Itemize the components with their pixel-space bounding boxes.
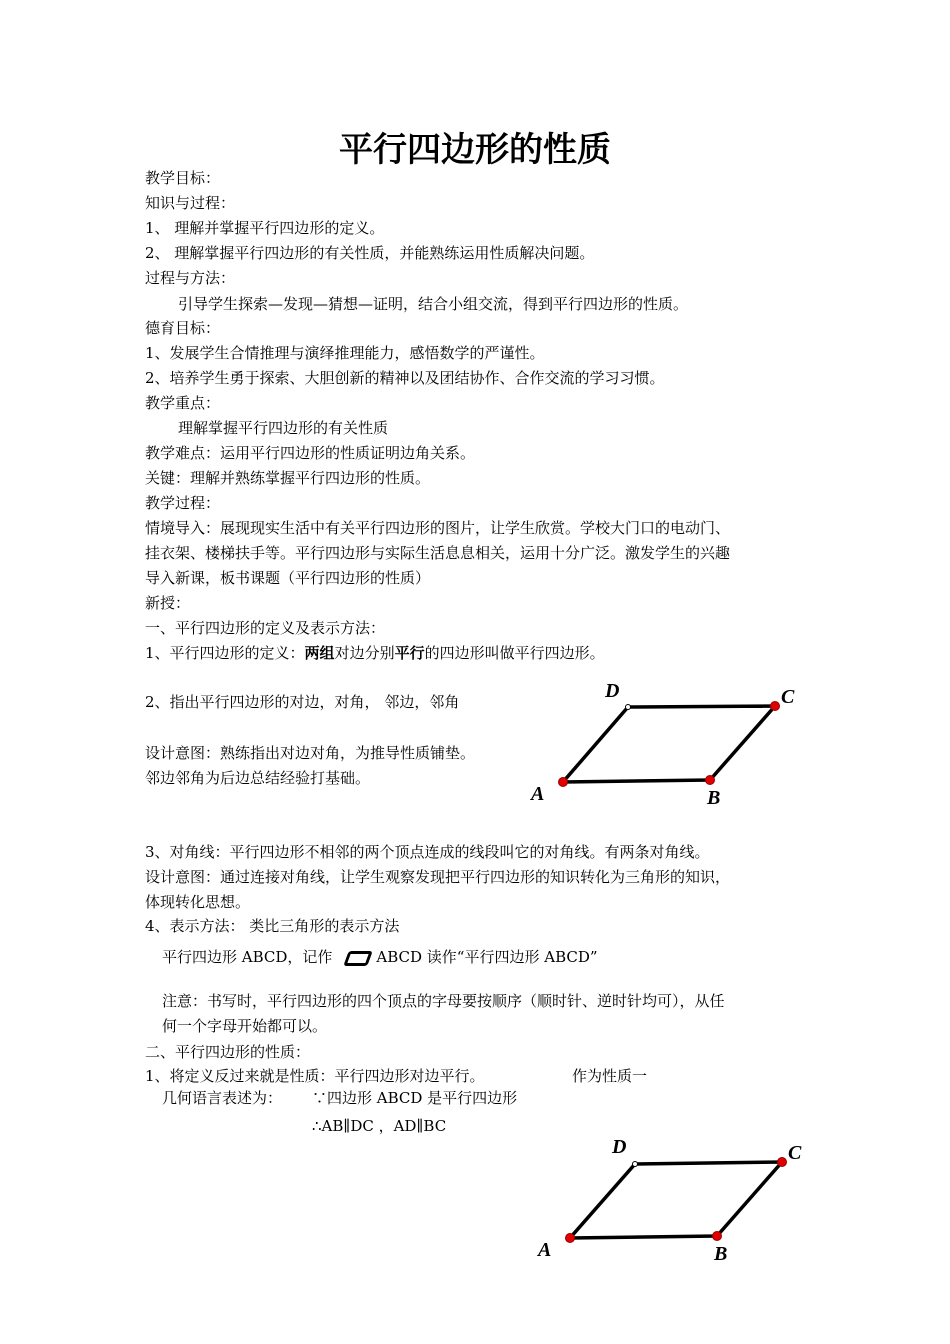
text-line: 注意：书写时，平行四边形的四个顶点的字母要按顺序（顺时针、逆时针均可），从任 bbox=[162, 992, 725, 1010]
text-line: 一、平行四边形的定义及表示方法： bbox=[145, 619, 386, 637]
parallelogram-symbol-icon bbox=[344, 951, 373, 966]
text-line: 教学重点： bbox=[145, 394, 221, 412]
emphasis-parallel: 平行 bbox=[394, 644, 425, 662]
label-b: B bbox=[714, 1243, 728, 1265]
text-line: 情境导入：展现现实生活中有关平行四边形的图片，让学生欣赏。学校大门口的电动门、 bbox=[145, 519, 731, 537]
text-line: 设计意图：熟练指出对边对角，为推导性质铺垫。 bbox=[145, 744, 476, 762]
text-line: 何一个字母开始都可以。 bbox=[162, 1017, 328, 1035]
page-title: 平行四边形的性质 bbox=[339, 130, 611, 170]
text-line: 二、平行四边形的性质： bbox=[145, 1043, 311, 1061]
notation-suffix: ABCD 读作“平行四边形 ABCD” bbox=[376, 948, 598, 966]
notation-line bbox=[162, 947, 598, 967]
vertex-b-dot bbox=[706, 776, 715, 785]
label-b: B bbox=[707, 787, 721, 809]
text-line: 1、发展学生合情推理与演绎推理能力，感悟数学的严谨性。 bbox=[145, 344, 545, 362]
parallelogram-shape bbox=[563, 706, 775, 782]
text-line: 4、表示方法： 类比三角形的表示方法 bbox=[145, 917, 400, 935]
text-line: 邻边邻角为后边总结经验打基础。 bbox=[145, 769, 371, 787]
text-line: 设计意图：通过连接对角线，让学生观察发现把平行四边形的知识转化为三角形的知识， bbox=[145, 868, 731, 886]
definition-mid: 对边分别 bbox=[334, 644, 395, 662]
label-c: C bbox=[788, 1142, 802, 1164]
label-d: D bbox=[612, 1136, 627, 1158]
vertex-c-dot bbox=[778, 1158, 787, 1167]
text-line: 2、指出平行四边形的对边，对角， 邻边，邻角 bbox=[145, 693, 460, 711]
text-line: ∵四边形 ABCD 是平行四边形 bbox=[312, 1089, 518, 1107]
text-line: 过程与方法： bbox=[145, 269, 236, 287]
text-line: 教学难点：运用平行四边形的性质证明边角关系。 bbox=[145, 444, 476, 462]
vertex-d-dot bbox=[633, 1162, 638, 1167]
vertex-d-dot bbox=[626, 705, 631, 710]
text-line: 德育目标： bbox=[145, 319, 221, 337]
emphasis-two-pairs: 两组 bbox=[304, 644, 335, 662]
text-line: 1、 理解并掌握平行四边形的定义。 bbox=[145, 219, 385, 237]
text-line: 作为性质一 bbox=[572, 1067, 648, 1085]
definition-suffix: 的四边形叫做平行四边形。 bbox=[424, 644, 605, 662]
text-line: 挂衣架、楼梯扶手等。平行四边形与实际生活息息相关，运用十分广泛。激发学生的兴趣 bbox=[145, 544, 731, 562]
vertex-a-dot bbox=[566, 1234, 575, 1243]
text-line: 新授： bbox=[145, 594, 191, 612]
text-line: 引导学生探索—发现—猜想—证明，结合小组交流，得到平行四边形的性质。 bbox=[178, 295, 689, 313]
parallelogram-figure-1 bbox=[525, 672, 815, 812]
vertex-c-dot bbox=[771, 702, 780, 711]
label-a: A bbox=[531, 783, 545, 805]
text-line: 3、对角线：平行四边形不相邻的两个顶点连成的线段叫它的对角线。有两条对角线。 bbox=[145, 843, 710, 861]
text-line: ∴AB∥DC ，AD∥BC bbox=[312, 1117, 447, 1135]
parallelogram-shape bbox=[570, 1162, 782, 1238]
definition-line bbox=[145, 643, 605, 663]
text-line: 教学目标： bbox=[145, 169, 221, 187]
text-line: 2、培养学生勇于探索、大胆创新的精神以及团结协作、合作交流的学习习惯。 bbox=[145, 369, 665, 387]
text-line: 关键：理解并熟练掌握平行四边形的性质。 bbox=[145, 469, 431, 487]
text-line: 教学过程： bbox=[145, 494, 221, 512]
label-c: C bbox=[781, 686, 795, 708]
text-line: 几何语言表述为： bbox=[162, 1089, 283, 1107]
label-d: D bbox=[605, 680, 620, 702]
text-line: 导入新课，板书课题（平行四边形的性质） bbox=[145, 569, 431, 587]
text-line: 理解掌握平行四边形的有关性质 bbox=[178, 419, 389, 437]
parallelogram-figure-2 bbox=[532, 1130, 822, 1272]
definition-prefix: 1、平行四边形的定义： bbox=[145, 644, 305, 662]
vertex-a-dot bbox=[559, 778, 568, 787]
text-line: 体现转化思想。 bbox=[145, 893, 251, 911]
text-line: 1、将定义反过来就是性质：平行四边形对边平行。 bbox=[145, 1067, 485, 1085]
notation-prefix: 平行四边形 ABCD，记作 bbox=[162, 948, 333, 966]
text-line: 知识与过程： bbox=[145, 194, 236, 212]
text-line: 2、 理解掌握平行四边形的有关性质，并能熟练运用性质解决问题。 bbox=[145, 244, 595, 262]
vertex-b-dot bbox=[713, 1232, 722, 1241]
label-a: A bbox=[538, 1239, 552, 1261]
